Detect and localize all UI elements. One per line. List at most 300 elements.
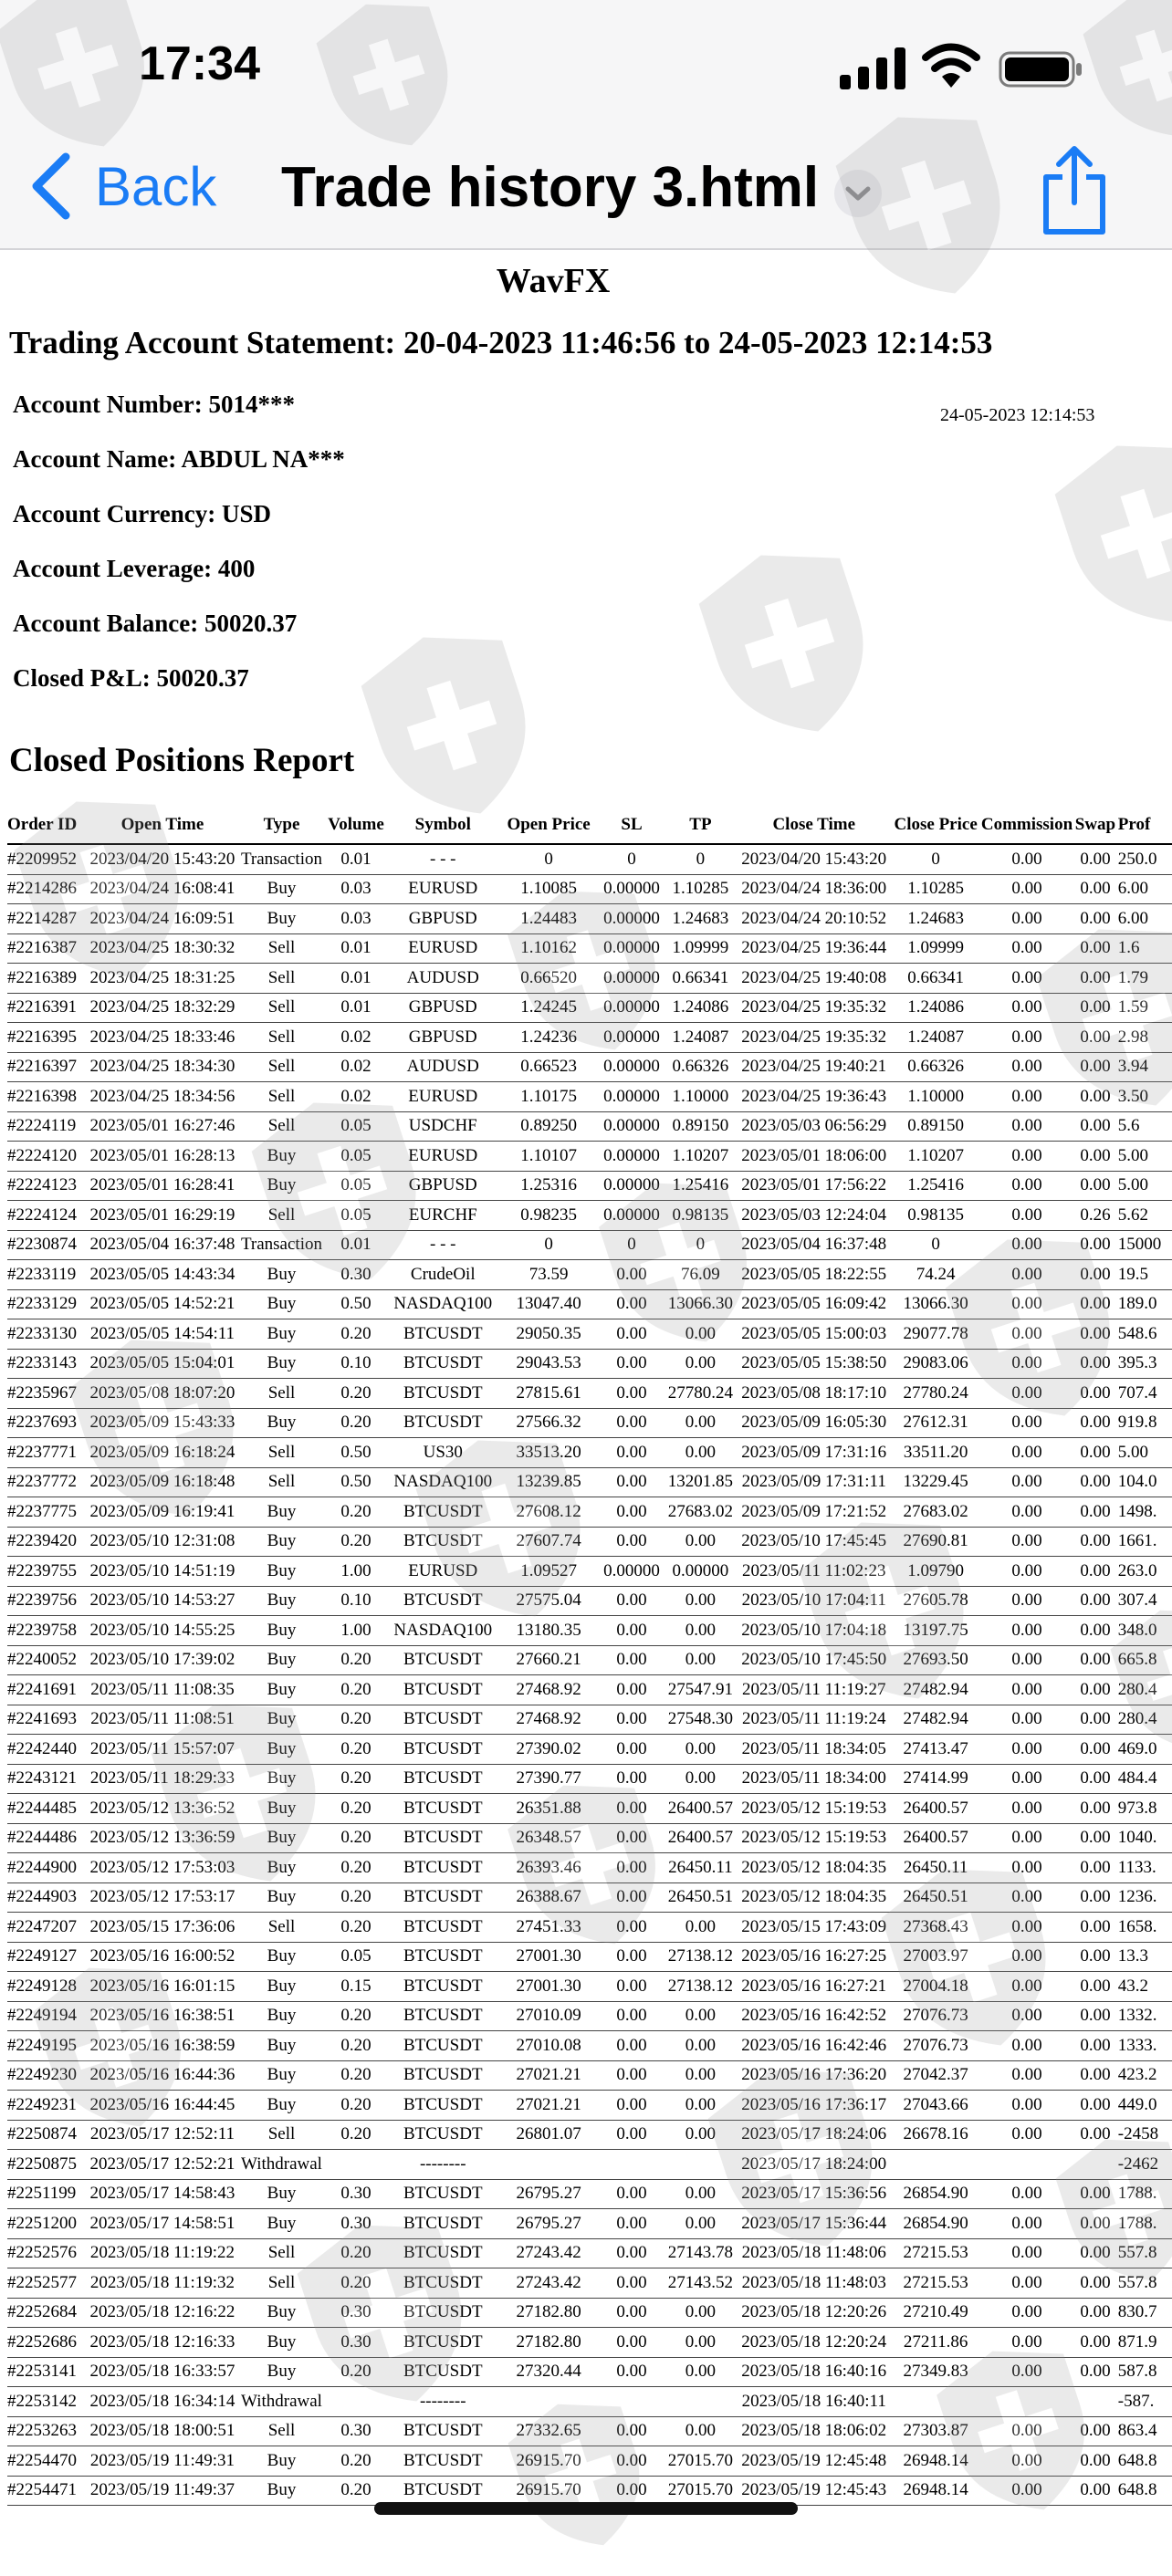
table-cell: 2023/04/24 16:08:41 (85, 874, 239, 904)
table-cell: Buy (240, 2060, 324, 2091)
report-title: Closed Positions Report (9, 742, 355, 779)
table-cell: 27210.49 (890, 2298, 980, 2328)
table-cell: 2023/05/01 16:28:41 (85, 1171, 239, 1201)
table-cell: Sell (240, 2120, 324, 2150)
table-cell: 2023/05/19 11:49:37 (85, 2476, 239, 2506)
table-cell: 0.00 (1073, 1438, 1118, 1468)
table-cell: 0.20 (323, 2446, 388, 2477)
table-cell: BTCUSDT (389, 1735, 497, 1765)
table-cell: #2224123 (7, 1171, 85, 1201)
table-row (7, 1823, 1172, 1853)
table-cell: 27243.42 (497, 2268, 600, 2299)
table-cell: 0.00 (981, 1379, 1073, 1409)
table-cell (890, 2387, 980, 2417)
table-cell: 0.00 (981, 1289, 1073, 1319)
table-cell: Buy (240, 1942, 324, 1972)
table-cell: 2023/05/11 11:02:23 (738, 1557, 890, 1587)
table-cell: Transaction (240, 1230, 324, 1260)
table-cell: 0.00 (981, 2328, 1073, 2358)
table-cell: 0.00 (981, 1823, 1073, 1853)
table-cell: 2023/05/18 18:06:02 (738, 2416, 890, 2446)
table-cell: 0.02 (323, 1052, 388, 1082)
table-cell: 13066.30 (664, 1289, 738, 1319)
table-cell: 13.3 (1118, 1942, 1172, 1972)
table-cell: 0.00 (1073, 1023, 1118, 1053)
table-cell: 1.10107 (497, 1142, 600, 1172)
table-cell: 0.00 (1073, 1052, 1118, 1082)
table-cell: 0 (664, 844, 738, 874)
table-cell: 0.00 (981, 2060, 1073, 2091)
table-row (7, 2387, 1172, 2417)
table-cell: BTCUSDT (389, 1379, 497, 1409)
table-cell: 2023/05/10 17:45:45 (738, 1527, 890, 1557)
table-cell: GBPUSD (389, 904, 497, 934)
table-cell: BTCUSDT (389, 2446, 497, 2477)
table-cell: 1.24087 (890, 1023, 980, 1053)
table-cell: 0.00 (1073, 1735, 1118, 1765)
table-cell: 2023/04/20 15:43:20 (738, 844, 890, 874)
table-cell: 2023/05/16 16:27:25 (738, 1942, 890, 1972)
table-cell: 1.24087 (664, 1023, 738, 1053)
table-cell: 13066.30 (890, 1289, 980, 1319)
table-cell: Sell (240, 1111, 324, 1142)
table-cell: 0.00 (600, 2209, 663, 2239)
table-cell: 0.20 (323, 1764, 388, 1794)
table-cell: 0 (890, 1230, 980, 1260)
table-cell: 0.00 (981, 1882, 1073, 1913)
table-row (7, 1171, 1172, 1201)
table-cell: 2023/05/10 17:04:11 (738, 1586, 890, 1616)
table-cell: 0.00 (1073, 1705, 1118, 1735)
table-cell: 2023/05/18 11:19:32 (85, 2268, 239, 2299)
table-cell: BTCUSDT (389, 1942, 497, 1972)
table-cell: EURUSD (389, 874, 497, 904)
table-row (7, 2238, 1172, 2268)
status-time: 17:34 (139, 37, 260, 90)
col-swap: Swap (1073, 807, 1118, 844)
table-cell: #2233129 (7, 1289, 85, 1319)
table-cell: 2023/04/25 19:35:32 (738, 993, 890, 1023)
table-cell: 0.00 (1073, 1616, 1118, 1646)
table-cell: 1.79 (1118, 964, 1172, 994)
table-cell (323, 2150, 388, 2180)
table-cell: 0.01 (323, 993, 388, 1023)
table-cell: 19.5 (1118, 1260, 1172, 1290)
table-cell: 0.00 (981, 1082, 1073, 1112)
table-cell: Buy (240, 1142, 324, 1172)
table-cell: 1.00 (323, 1557, 388, 1587)
col-close-time: Close Time (738, 807, 890, 844)
table-cell: 263.0 (1118, 1557, 1172, 1587)
shield-plus-icon (675, 516, 905, 769)
table-cell: 0.00 (1073, 1408, 1118, 1438)
table-cell: BTCUSDT (389, 1764, 497, 1794)
table-cell: BTCUSDT (389, 2416, 497, 2446)
table-cell: 0.20 (323, 2268, 388, 2299)
table-cell: 2023/05/10 17:45:50 (738, 1645, 890, 1675)
table-cell: 0.00 (981, 1527, 1073, 1557)
table-cell: 0.00 (981, 1705, 1073, 1735)
table-cell: 2023/05/17 12:52:11 (85, 2120, 239, 2150)
table-cell: 1.10207 (664, 1142, 738, 1172)
back-button[interactable] (29, 150, 216, 223)
table-cell: 0.00 (981, 874, 1073, 904)
table-cell: 2023/05/16 16:00:52 (85, 1942, 239, 1972)
table-cell: 0.00 (1073, 2120, 1118, 2150)
table-cell: 2023/05/18 16:34:14 (85, 2387, 239, 2417)
table-cell: #2253141 (7, 2357, 85, 2387)
table-cell: EURUSD (389, 933, 497, 964)
table-cell: 0.00000 (600, 933, 663, 964)
table-cell: EURUSD (389, 1082, 497, 1112)
table-cell: 0.00 (981, 1349, 1073, 1379)
table-cell: 27021.21 (497, 2091, 600, 2121)
table-cell: Buy (240, 2328, 324, 2358)
table-cell: BTCUSDT (389, 2001, 497, 2031)
table-cell: #2237693 (7, 1408, 85, 1438)
table-cell: 2023/05/10 14:51:19 (85, 1557, 239, 1587)
table-cell: 2023/05/18 11:48:03 (738, 2268, 890, 2299)
table-cell: 2023/05/11 15:57:07 (85, 1735, 239, 1765)
table-cell: 0.00 (664, 1764, 738, 1794)
table-cell: 0.10 (323, 1586, 388, 1616)
table-cell: 2023/05/12 15:19:53 (738, 1794, 890, 1824)
table-cell: 0.00 (1073, 1557, 1118, 1587)
table-cell: 0.00 (600, 2091, 663, 2121)
table-cell: 0.00 (981, 1260, 1073, 1290)
table-cell: 26400.57 (664, 1794, 738, 1824)
table-cell: BTCUSDT (389, 2031, 497, 2061)
table-cell: 0.66520 (497, 964, 600, 994)
table-cell: 2023/05/09 16:18:48 (85, 1467, 239, 1497)
table-cell: 0.00 (664, 1408, 738, 1438)
table-cell: 0.00 (600, 1764, 663, 1794)
table-cell: 2023/05/12 17:53:17 (85, 1882, 239, 1913)
table-cell: #2239756 (7, 1586, 85, 1616)
table-cell: 6.00 (1118, 874, 1172, 904)
table-cell: 2023/05/12 13:36:59 (85, 1823, 239, 1853)
table-cell: 27468.92 (497, 1675, 600, 1705)
table-cell: 280.4 (1118, 1675, 1172, 1705)
table-cell: 0.00 (1073, 1260, 1118, 1290)
table-cell (600, 2387, 663, 2417)
table-cell: 0.00 (1073, 1230, 1118, 1260)
table-cell: GBPUSD (389, 1171, 497, 1201)
cellular-signal-icon (840, 47, 905, 89)
table-cell: 2023/05/05 15:00:03 (738, 1319, 890, 1350)
table-cell: #2242440 (7, 1735, 85, 1765)
table-cell: 0.00 (600, 2328, 663, 2358)
table-cell: #2216391 (7, 993, 85, 1023)
table-row (7, 1942, 1172, 1972)
table-cell: 27211.86 (890, 2328, 980, 2358)
table-cell: 0.50 (323, 1289, 388, 1319)
table-cell: #2244903 (7, 1882, 85, 1913)
table-cell: 2023/05/16 16:01:15 (85, 1972, 239, 2002)
account-number: Account Number: 5014*** (13, 391, 295, 418)
table-cell: 0.20 (323, 1705, 388, 1735)
table-cell: #2224120 (7, 1142, 85, 1172)
table-cell: 26348.57 (497, 1823, 600, 1853)
table-cell (497, 2150, 600, 2180)
table-cell: 0 (497, 844, 600, 874)
table-cell: 0.00000 (600, 1111, 663, 1142)
table-cell: 2023/04/25 19:40:21 (738, 1052, 890, 1082)
table-cell: 0.00 (600, 2238, 663, 2268)
table-row (7, 2209, 1172, 2239)
table-cell: 0.89250 (497, 1111, 600, 1142)
table-cell (981, 2150, 1073, 2180)
table-cell: 27548.30 (664, 1705, 738, 1735)
table-cell: BTCUSDT (389, 2179, 497, 2209)
table-cell: 0.00 (600, 2357, 663, 2387)
table-cell: BTCUSDT (389, 1497, 497, 1528)
table-cell: Buy (240, 874, 324, 904)
table-cell: 0.00 (981, 2298, 1073, 2328)
table-cell: 0.00 (981, 1794, 1073, 1824)
table-cell: 0.20 (323, 2031, 388, 2061)
table-cell: -------- (389, 2150, 497, 2180)
col-symbol: Symbol (389, 807, 497, 844)
table-cell: 27320.44 (497, 2357, 600, 2387)
table-cell: 587.8 (1118, 2357, 1172, 2387)
table-cell: 0.20 (323, 1497, 388, 1528)
table-cell: 0.00 (1073, 2446, 1118, 2477)
table-cell: #2224119 (7, 1111, 85, 1142)
table-cell: 6.00 (1118, 904, 1172, 934)
table-cell (890, 2150, 980, 2180)
table-cell: 2023/05/04 16:37:48 (738, 1230, 890, 1260)
table-cell: 0.00 (1073, 1111, 1118, 1142)
table-cell: #2216387 (7, 933, 85, 964)
table-cell: 0.15 (323, 1972, 388, 2002)
table-cell: 0.00 (1073, 1645, 1118, 1675)
table-cell: BTCUSDT (389, 1408, 497, 1438)
table-row (7, 844, 1172, 874)
table-cell: Sell (240, 1082, 324, 1112)
table-row (7, 1497, 1172, 1528)
table-cell: 0.00 (600, 2179, 663, 2209)
table-cell: CrudeOil (389, 1260, 497, 1290)
table-cell: 2023/05/09 15:43:33 (85, 1408, 239, 1438)
table-cell: 2023/05/05 14:43:34 (85, 1260, 239, 1290)
table-row (7, 1289, 1172, 1319)
table-cell: 0.00 (600, 2416, 663, 2446)
table-cell: 0.00000 (600, 1557, 663, 1587)
table-cell: 0.00 (600, 1616, 663, 1646)
table-cell: Buy (240, 1972, 324, 2002)
col-volume: Volume (323, 807, 388, 844)
table-cell: 27547.91 (664, 1675, 738, 1705)
table-cell: 2023/04/25 18:30:32 (85, 933, 239, 964)
table-cell: 2023/04/25 18:33:46 (85, 1023, 239, 1053)
table-cell: 0.00 (981, 1201, 1073, 1231)
table-cell: 0.00000 (600, 1082, 663, 1112)
table-cell: 27143.52 (664, 2268, 738, 2299)
table-cell: #2233143 (7, 1349, 85, 1379)
table-cell: 0.00 (1073, 1794, 1118, 1824)
table-cell: 13180.35 (497, 1616, 600, 1646)
table-cell: 2023/05/17 15:36:56 (738, 2179, 890, 2209)
table-cell: #2216397 (7, 1052, 85, 1082)
col-commission: Commission (981, 807, 1073, 844)
table-cell: NASDAQ100 (389, 1616, 497, 1646)
table-cell: 1.24086 (664, 993, 738, 1023)
table-cell: 548.6 (1118, 1319, 1172, 1350)
table-cell: 0.00 (981, 1645, 1073, 1675)
table-cell: BTCUSDT (389, 2209, 497, 2239)
table-cell: 0.20 (323, 2091, 388, 2121)
generated-timestamp: 24-05-2023 12:14:53 (940, 405, 1095, 425)
table-cell: BTCUSDT (389, 1586, 497, 1616)
table-cell: 26915.70 (497, 2476, 600, 2506)
table-cell: 863.4 (1118, 2416, 1172, 2446)
table-cell: 26400.57 (664, 1823, 738, 1853)
table-cell: 0.00 (664, 2298, 738, 2328)
table-cell: 27004.18 (890, 1972, 980, 2002)
table-cell: 2023/05/19 11:49:31 (85, 2446, 239, 2477)
table-cell: 0.00 (664, 1319, 738, 1350)
table-cell: 1332. (1118, 2001, 1172, 2031)
document-title[interactable]: Trade history 3.html (281, 156, 820, 219)
table-row (7, 874, 1172, 904)
table-cell: Buy (240, 2298, 324, 2328)
table-cell: 0.20 (323, 1735, 388, 1765)
table-cell: BTCUSDT (389, 2268, 497, 2299)
table-cell: 2023/05/16 16:42:52 (738, 2001, 890, 2031)
table-cell: 0.00 (664, 2179, 738, 2209)
table-cell: 0.00 (981, 1230, 1073, 1260)
table-cell: 27683.02 (890, 1497, 980, 1528)
table-cell: 0.00 (664, 2209, 738, 2239)
table-cell: #2244900 (7, 1853, 85, 1883)
table-cell: 104.0 (1118, 1467, 1172, 1497)
table-cell: 2023/05/17 18:24:06 (738, 2120, 890, 2150)
table-cell: 0.20 (323, 1527, 388, 1557)
table-cell: - - - (389, 1230, 497, 1260)
table-cell: 0.00 (981, 1853, 1073, 1883)
table-cell: #2253263 (7, 2416, 85, 2446)
table-cell: 0.00 (1073, 2091, 1118, 2121)
table-cell: -2458 (1118, 2120, 1172, 2150)
table-cell: 0.00 (981, 1467, 1073, 1497)
table-cell: #2250874 (7, 2120, 85, 2150)
table-cell: 0.00 (981, 933, 1073, 964)
table-cell: 0.00 (981, 2179, 1073, 2209)
table-row (7, 2357, 1172, 2387)
table-cell: 5.00 (1118, 1171, 1172, 1201)
table-cell: 2023/05/09 17:31:11 (738, 1467, 890, 1497)
table-cell: 0.00 (664, 2357, 738, 2387)
table-cell: 707.4 (1118, 1379, 1172, 1409)
table-cell: 27215.53 (890, 2238, 980, 2268)
table-cell: 0.20 (323, 2476, 388, 2506)
table-cell: 665.8 (1118, 1645, 1172, 1675)
table-cell: 2023/05/05 15:04:01 (85, 1349, 239, 1379)
table-cell: 0.00 (981, 1557, 1073, 1587)
table-cell: 557.8 (1118, 2268, 1172, 2299)
table-cell: -2462 (1118, 2150, 1172, 2180)
table-cell: - - - (389, 844, 497, 874)
statement-title: Trading Account Statement: 20-04-2023 11:46:56 to 24-05-2023 12:14:53 (9, 325, 993, 360)
table-cell: GBPUSD (389, 993, 497, 1023)
table-cell: 2023/05/08 18:07:20 (85, 1379, 239, 1409)
table-cell: 0.00 (600, 2268, 663, 2299)
table-cell (497, 2387, 600, 2417)
table-row (7, 1111, 1172, 1142)
table-cell: 0.20 (323, 2060, 388, 2091)
table-cell: #2241691 (7, 1675, 85, 1705)
table-cell: 1.10085 (497, 874, 600, 904)
table-cell: 26948.14 (890, 2446, 980, 2477)
table-cell: 2023/05/16 17:36:20 (738, 2060, 890, 2091)
account-balance: Account Balance: 50020.37 (13, 610, 298, 637)
table-cell: 0.00 (981, 844, 1073, 874)
table-cell: 0.00 (600, 1853, 663, 1883)
table-row (7, 2268, 1172, 2299)
table-cell: 29043.53 (497, 1349, 600, 1379)
table-cell: 0.20 (323, 1675, 388, 1705)
table-cell: 1658. (1118, 1913, 1172, 1943)
table-cell: 0.00000 (600, 904, 663, 934)
table-cell: 0.20 (323, 1853, 388, 1883)
table-row (7, 1349, 1172, 1379)
table-cell: Buy (240, 904, 324, 934)
table-row (7, 1853, 1172, 1883)
table-row (7, 1586, 1172, 1616)
table-cell: 0.00 (600, 1349, 663, 1379)
table-cell: 27482.94 (890, 1675, 980, 1705)
table-cell: 0.00 (1073, 1467, 1118, 1497)
table-cell: 0.00 (600, 2060, 663, 2091)
table-cell: 0.00 (981, 1942, 1073, 1972)
col-type: Type (240, 807, 324, 844)
table-cell: 0.00 (600, 1705, 663, 1735)
table-cell: Buy (240, 1289, 324, 1319)
table-cell: 2023/05/17 15:36:44 (738, 2209, 890, 2239)
table-cell: 0.00 (1073, 993, 1118, 1023)
account-currency: Account Currency: USD (13, 500, 271, 527)
table-cell: 1.09527 (497, 1557, 600, 1587)
table-cell: 0.05 (323, 1111, 388, 1142)
col-order-id: Order ID (7, 807, 85, 844)
table-row (7, 1527, 1172, 1557)
table-cell: 0.00 (981, 1438, 1073, 1468)
table-cell: BTCUSDT (389, 1913, 497, 1943)
table-cell: Withdrawal (240, 2150, 324, 2180)
table-cell: 0.00 (981, 1171, 1073, 1201)
table-cell: #2249231 (7, 2091, 85, 2121)
share-icon[interactable] (1037, 144, 1112, 235)
table-cell: 2023/05/10 17:04:18 (738, 1616, 890, 1646)
table-cell: 13229.45 (890, 1467, 980, 1497)
table-cell: 2023/05/01 17:56:22 (738, 1171, 890, 1201)
table-cell: #2233119 (7, 1260, 85, 1290)
table-cell: 0.00000 (600, 1052, 663, 1082)
back-label: Back (95, 155, 217, 217)
table-cell: 1788. (1118, 2179, 1172, 2209)
table-cell: 0.00000 (600, 1023, 663, 1053)
table-cell: 0.00 (600, 1408, 663, 1438)
table-cell: 1.24236 (497, 1023, 600, 1053)
table-cell: 2023/05/12 13:36:52 (85, 1794, 239, 1824)
table-cell: Buy (240, 1764, 324, 1794)
table-cell: 27349.83 (890, 2357, 980, 2387)
table-cell: 0.00 (1073, 2476, 1118, 2506)
account-name: Account Name: ABDUL NA*** (13, 445, 345, 473)
title-menu-button[interactable] (834, 170, 882, 217)
table-cell: Buy (240, 2476, 324, 2506)
